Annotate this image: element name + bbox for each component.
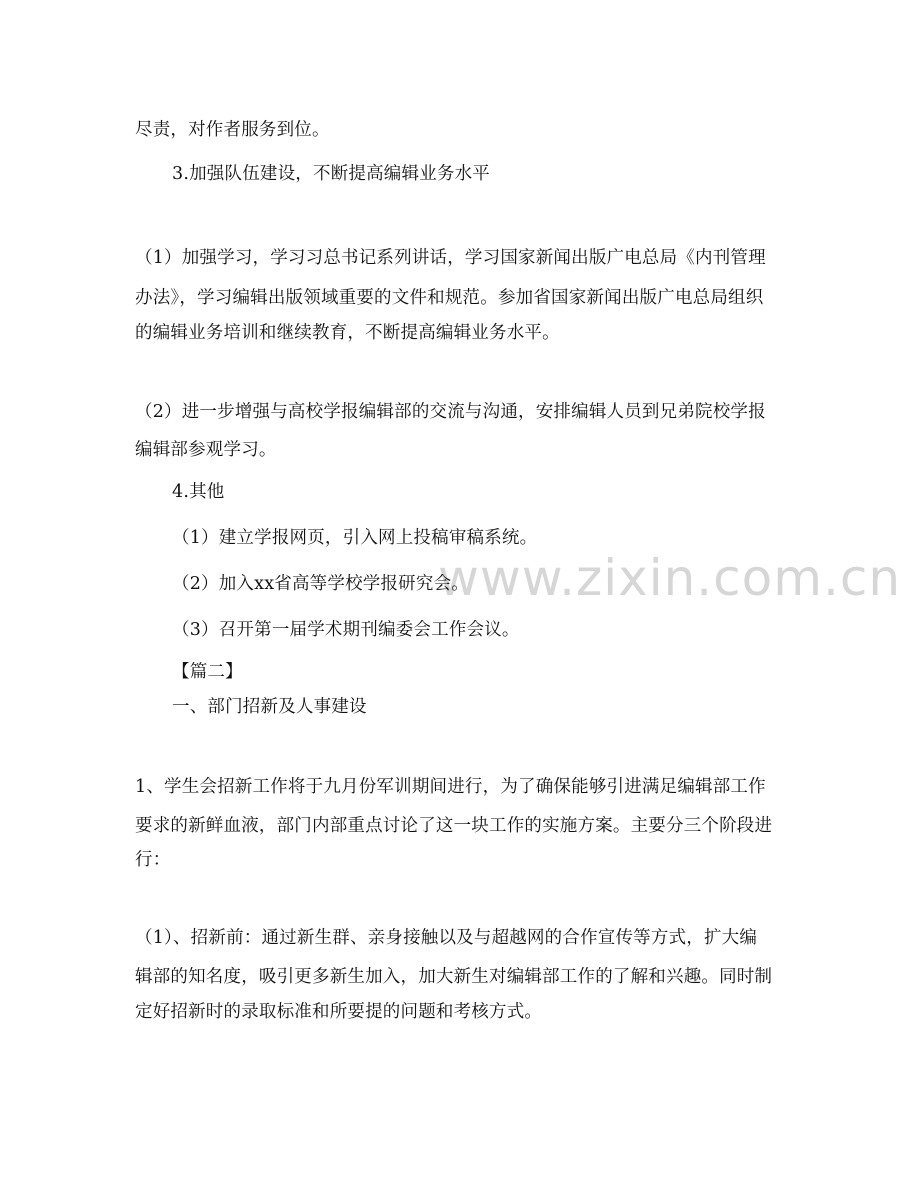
paragraph-line: 行： <box>135 850 171 870</box>
paragraph-line: （1）、招新前：通过新生群、亲身接触以及与超越网的合作宣传等方式，扩大编 <box>135 928 758 948</box>
paragraph-line: 辑部的知名度，吸引更多新生加入，加大新生对编辑部工作的了解和兴趣。同时制 <box>135 967 773 987</box>
list-item: （2）加入xx省高等学校学报研究会。 <box>172 574 469 594</box>
paragraph-line: 编辑部参观学习。 <box>135 440 277 460</box>
paragraph-line: （2）进一步增强与高校学报编辑部的交流与沟通，安排编辑人员到兄弟院校学报 <box>135 402 766 422</box>
paragraph-line: 1、学生会招新工作将于九月份军训期间进行，为了确保能够引进满足编辑部工作 <box>135 777 766 797</box>
watermark: www.zixin.com.cn <box>438 549 902 607</box>
paragraph-continuation: 尽责，对作者服务到位。 <box>135 120 330 140</box>
list-item: （3）召开第一届学术期刊编委会工作会议。 <box>172 620 520 640</box>
paragraph-line: 办法》，学习编辑出版领域重要的文件和规范。参加省国家新闻出版广电总局组织 <box>135 288 764 308</box>
paragraph-line: 定好招新时的录取标准和所要提的问题和考核方式。 <box>135 1002 543 1022</box>
part-heading: 【篇二】 <box>172 662 243 682</box>
section-heading-4: 4.其他 <box>172 482 225 502</box>
section-heading: 一、部门招新及人事建设 <box>172 697 367 717</box>
paragraph-line: 要求的新鲜血液，部门内部重点讨论了这一块工作的实施方案。主要分三个阶段进 <box>135 816 773 836</box>
section-heading-3: 3.加强队伍建设，不断提高编辑业务水平 <box>172 164 490 184</box>
paragraph-line: （1）加强学习，学习习总书记系列讲话，学习国家新闻出版广电总局《内刊管理 <box>135 248 766 268</box>
list-item: （1）建立学报网页，引入网上投稿审稿系统。 <box>172 528 538 548</box>
paragraph-line: 的编辑业务培训和继续教育，不断提高编辑业务水平。 <box>135 323 560 343</box>
